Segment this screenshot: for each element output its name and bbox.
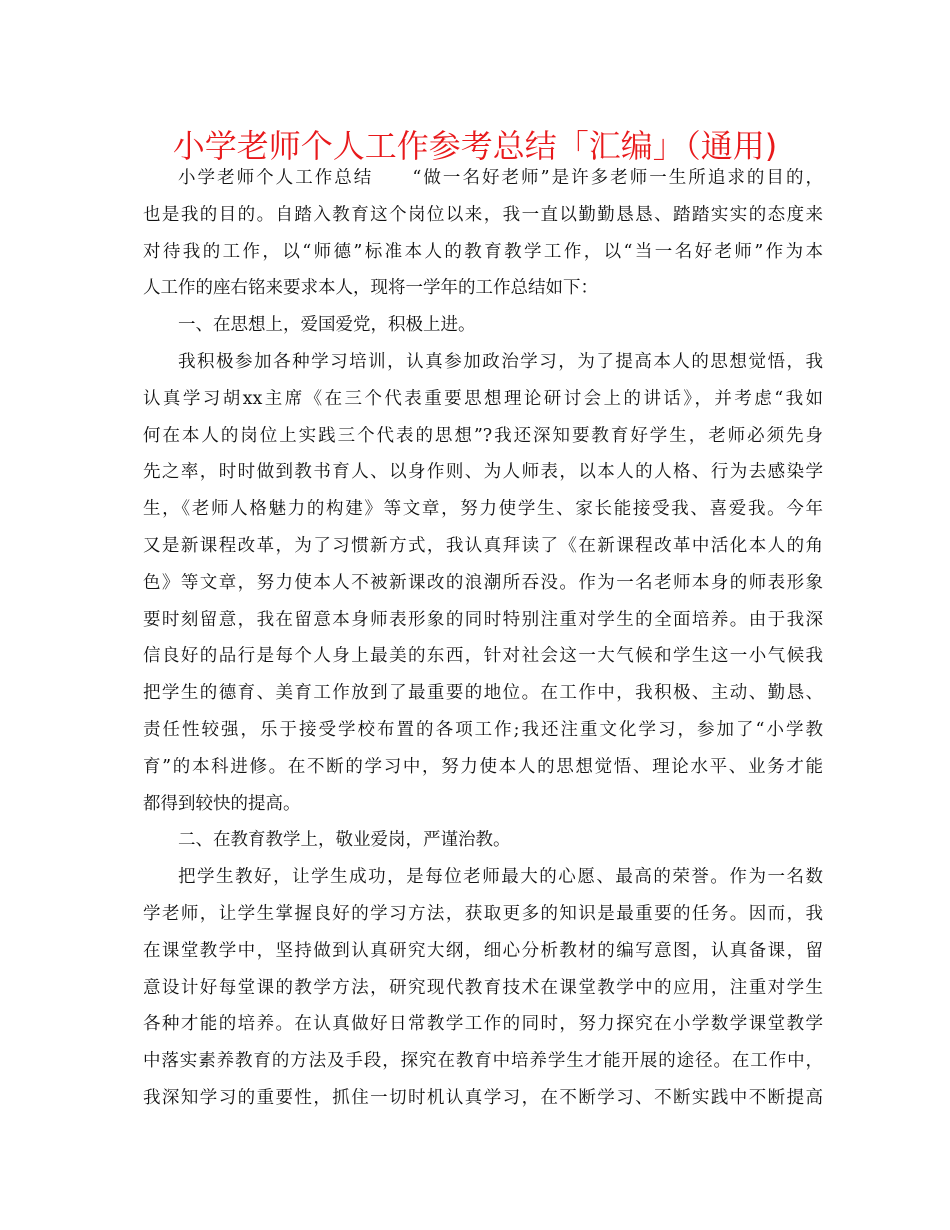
text-line: 把学生的德育、美育工作放到了最重要的地位。在工作中，我积极、主动、勤恳、 xyxy=(143,683,823,704)
text-line: 人工作的座右铭来要求本人，现将一学年的工作总结如下： xyxy=(143,278,598,299)
text-line: 中落实素养教育的方法及手段，探究在教育中培养学生才能开展的途径。在工作中， xyxy=(143,1051,823,1072)
text-line: 都得到较快的提高。 xyxy=(143,793,301,814)
text-line: 二、在教育教学上，敬业爱岗，严谨治教。 xyxy=(178,830,511,851)
text-line: 在课堂教学中，坚持做到认真研究大纲，细心分析教材的编写意图，认真备课，留 xyxy=(143,940,823,961)
text-line: 生，《老师人格魅力的构建》等文章，努力使学生、家长能接受我、喜爱我。今年 xyxy=(143,499,823,520)
text-line: 责任性较强，乐于接受学校布置的各项工作;我还注重文化学习，参加了“小学教 xyxy=(143,719,823,740)
text-line: 我深知学习的重要性，抓住一切时机认真学习，在不断学习、不断实践中不断提高 xyxy=(143,1087,823,1108)
text-line: 先之率，时时做到教书育人、以身作则、为人师表，以本人的人格、行为去感染学 xyxy=(143,462,823,483)
document-title: 小学老师个人工作参考总结「汇编」（通用) xyxy=(172,127,778,165)
text-line: 又是新课程改革，为了习惯新方式，我认真拜读了《在新课程改革中活化本人的角 xyxy=(143,535,823,556)
text-line: 各种才能的培养。在认真做好日常教学工作的同时，努力探究在小学数学课堂教学 xyxy=(143,1014,823,1035)
document-body xyxy=(143,160,823,1117)
text-line: 意设计好每堂课的教学方法，研究现代教育技术在课堂教学中的应用，注重对学生 xyxy=(143,977,823,998)
text-line: 学老师，让学生掌握良好的学习方法，获取更多的知识是最重要的任务。因而，我 xyxy=(143,903,823,924)
text-line: 认真学习胡xx主席《在三个代表重要思想理论研讨会上的讲话》，并考虑“我如 xyxy=(143,388,823,409)
text-line: 我积极参加各种学习培训，认真参加政治学习，为了提高本人的思想觉悟，我 xyxy=(178,351,823,372)
text-line: 信良好的品行是每个人身上最美的东西，针对社会这一大气候和学生这一小气候我 xyxy=(143,646,823,667)
text-line: 把学生教好，让学生成功，是每位老师最大的心愿、最高的荣誉。作为一名数 xyxy=(178,867,823,888)
text-line: 对待我的工作，以“师德”标准本人的教育教学工作，以“当一名好老师”作为本 xyxy=(143,241,823,262)
text-line: 也是我的目的。自踏入教育这个岗位以来，我一直以勤勤恳恳、踏踏实实的态度来 xyxy=(143,204,823,225)
text-line: 育”的本科进修。在不断的学习中，努力使本人的思想觉悟、理论水平、业务才能 xyxy=(143,756,823,777)
text-line: 要时刻留意，我在留意本身师表形象的同时特别注重对学生的全面培养。由于我深 xyxy=(143,609,823,630)
text-line: 一、在思想上，爱国爱党，积极上进。 xyxy=(178,315,476,336)
text-line: 色》等文章，努力使本人不被新课改的浪潮所吞没。作为一名老师本身的师表形象 xyxy=(143,572,823,593)
text-line: 何在本人的岗位上实践三个代表的思想”?我还深知要教育好学生，老师必须先身 xyxy=(143,425,823,446)
text-line: 小学老师个人工作总结 “做一名好老师”是许多老师一生所追求的目的， xyxy=(178,168,823,188)
